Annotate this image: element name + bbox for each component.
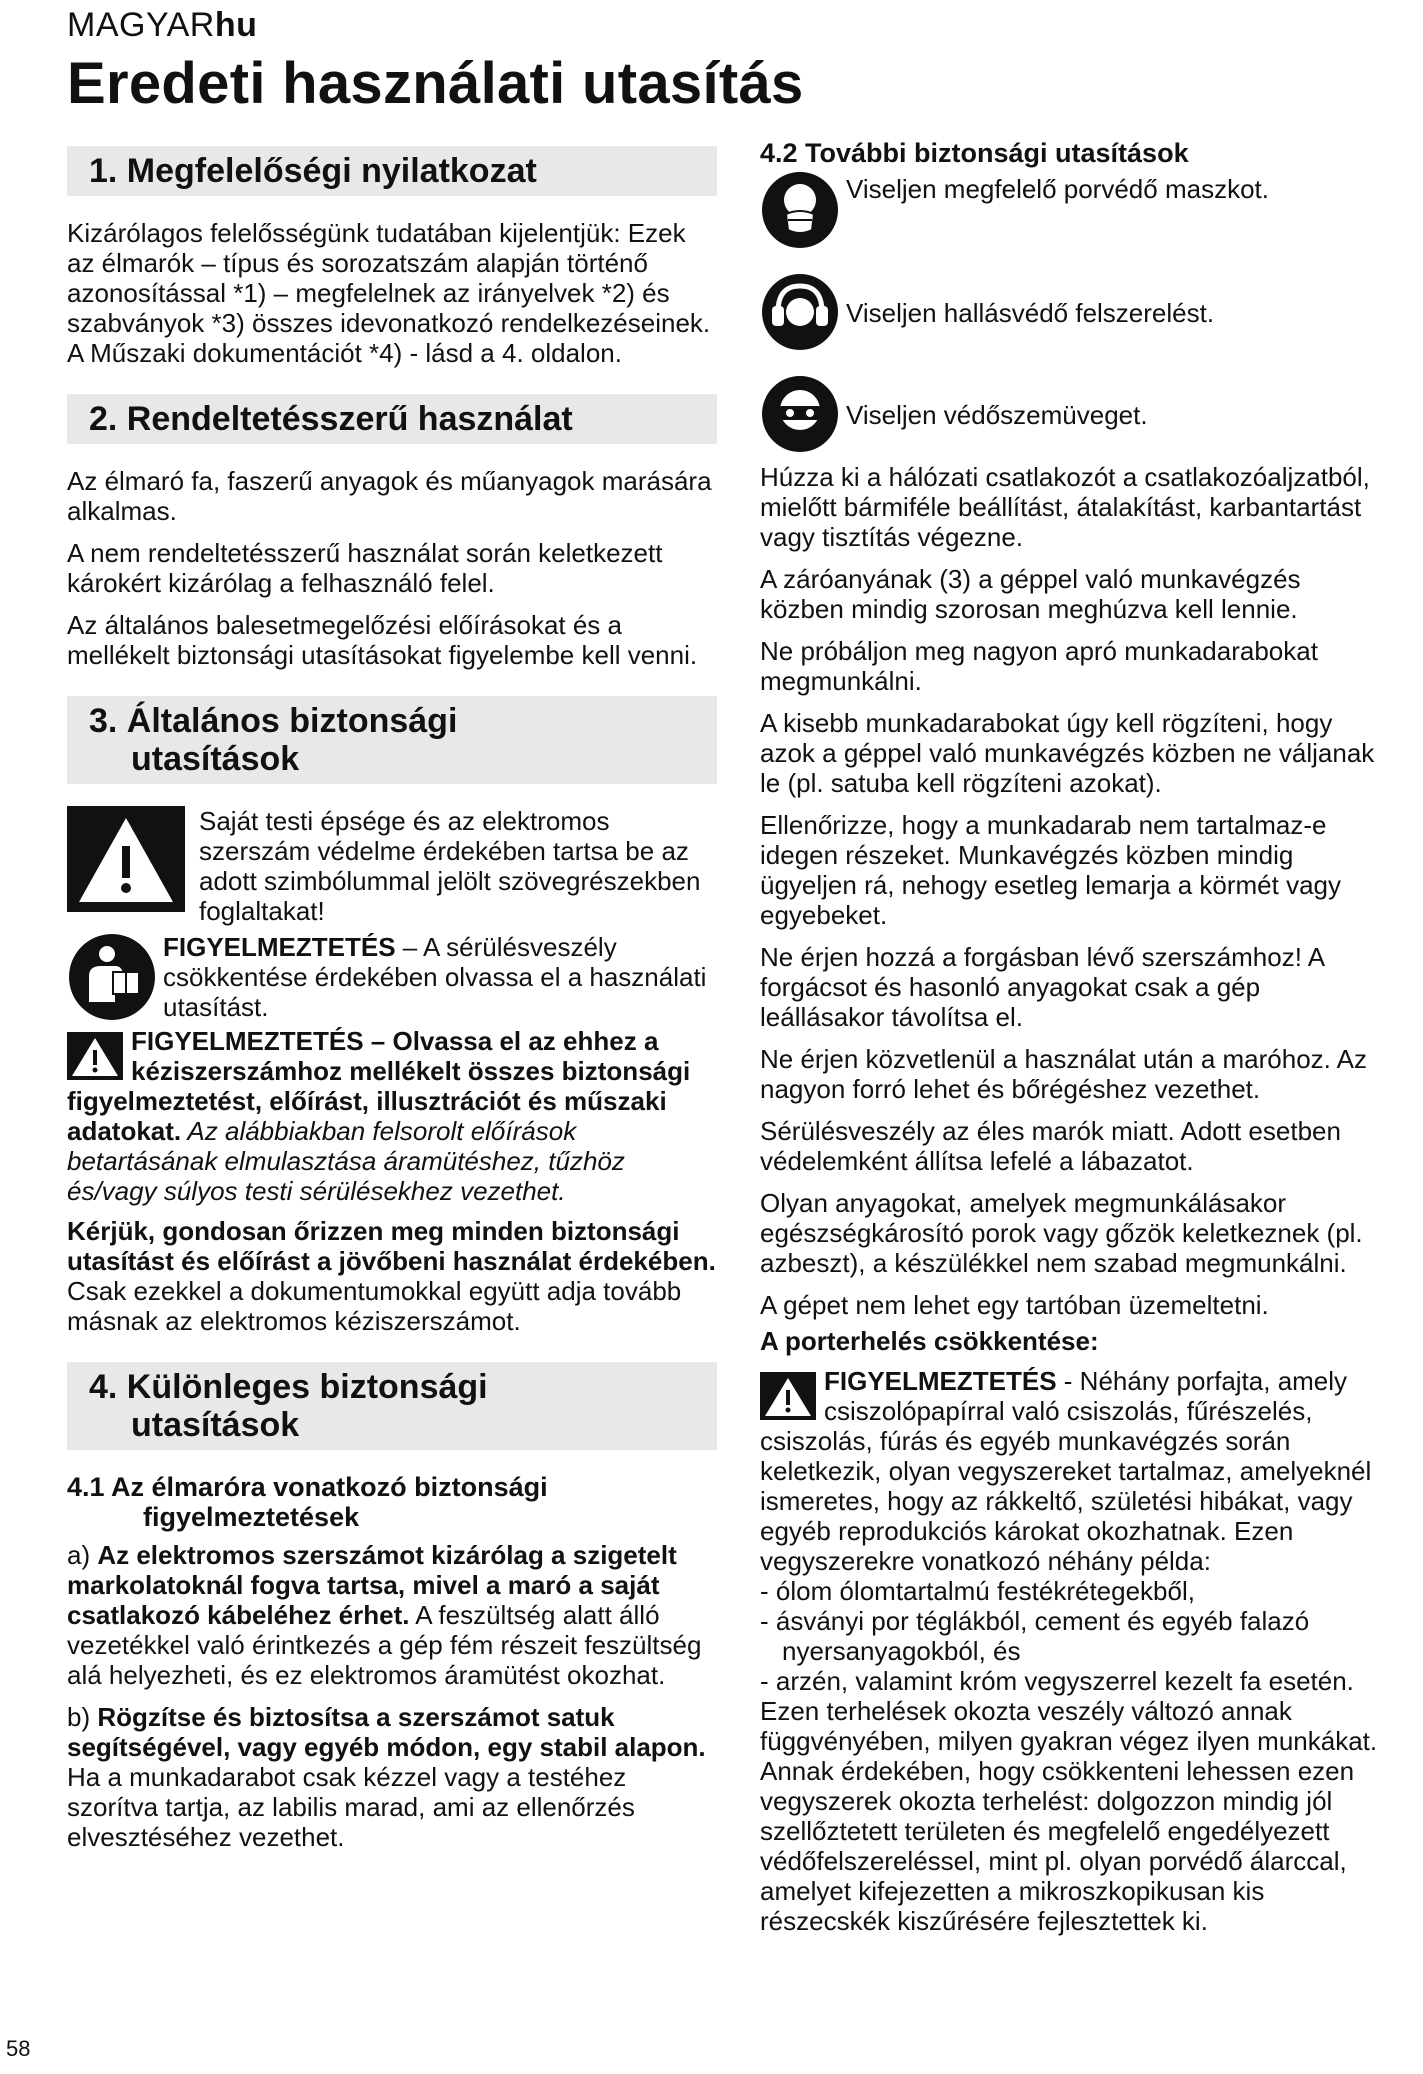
section-2-p3: Az általános balesetmegelőzési előírásokat és a mellékelt biztonsági utasításokat figyelembe kell venni. [67,610,698,670]
p-unplug: Húzza ki a hálózati csatlakozót a csatlakozóaljzatból, mielőtt bármiféle beállítást, átalakítást, karbantartást vagy tisztítás végezne. [760,462,1370,552]
warning-triangle-icon [67,1032,123,1080]
warning-symbol-text: Saját testi épsége és az elektromos szerszám védelme érdekében tartsa be az adott szimbólummal jelölt szövegrészekben foglaltakat! [199,806,701,926]
page-number: 58 [6,2036,31,2061]
section-3-heading: 3. Általános biztonsági utasítások [67,696,717,784]
keep-instructions-text: Csak ezekkel a dokumentumokkal együtt adja tovább másnak az elektromos kéziszerszámot. [67,1276,682,1336]
section-1-heading: 1. Megfelelőségi nyilatkozat [67,146,717,196]
section-2-p2: A nem rendeltetésszerű használat során keletkezett károkért kizárólag a felhasználó felel. [67,538,663,598]
list-item: nyersanyagokból, és [782,1636,1021,1666]
section-2-heading: 2. Rendeltetésszerű használat [67,394,717,444]
keep-instructions-bold: Kérjük, gondosan őrizzen meg minden biztonsági utasítást és előírást a jövőbeni használat érdekében. [67,1216,716,1276]
item-a: a) Az elektromos szerszámot kizárólag a szigetelt markolatoknál fogva tartsa, mivel a maró a saját csatlakozó kábeléhez érhet. A feszültség alatt álló vezetékkel való érintkezés a gép fém részeit feszültség alá helyezheti, és ez elektromos áramütést okozhat. [67,1540,702,1690]
goggles-text: Viseljen védőszemüveget. [846,400,1148,430]
dust-mask-icon [760,170,840,250]
item-b: b) Rögzítse és biztosítsa a szerszámot satuk segítségével, vagy egyéb módon, egy stabil alapon. Ha a munkadarabot csak kézzel vagy a testéhez szorítva tartja, az labilis marad, ami az ellenőrzés elvesztéséhez vezethet. [67,1702,706,1852]
page-title: Eredeti használati utasítás [67,51,804,116]
section-4-2-heading: 4.2 További biztonsági utasítások [760,138,1189,168]
p-lock-nut: A záróanyának (3) a géppel való munkavégzés közben mindig szorosan meghúzva kell lennie. [760,564,1301,624]
dust-mask-text: Viseljen megfelelő porvédő maszkot. [846,174,1269,204]
goggles-row [760,374,1385,454]
section-2-p1: Az élmaró fa, faszerű anyagok és műanyagok marására alkalmas. [67,466,712,526]
p-foreign-parts: Ellenőrizze, hogy a munkadarab nem tartalmaz-e idegen részeket. Munkavégzés közben mindig ügyeljen rá, nehogy esetleg lemarja a körmét vagy egyebeket. [760,810,1341,930]
left-column [67,146,717,1864]
read-manual-block [67,932,717,1022]
p-final: Ezen terhelések okozta veszély változó annak függvényében, milyen gyakran végez ilyen munkákat. Annak érdekében, hogy csökkenteni lehessen ezen vegyszerek okozta terhelést: dolgozzon mindig jól szellőztetett területen és megfelelő engedélyezett védőfelszereléssel, mint pl. olyan porvédő álarccal, amelyet kifejezetten a mikroszkopikusan kis részecskék kiszűrésére fejlesztettek ki. [760,1696,1378,1936]
list-item: - ólom ólomtartalmú festékrétegekből, [760,1576,1195,1606]
section-4-heading: 4. Különleges biztonsági utasítások [67,1362,717,1450]
right-column [760,138,1385,1948]
hearing-row [760,272,1385,352]
p-no-holder: A gépet nem lehet egy tartóban üzemeltetni. [760,1290,1269,1320]
warning-triangle-icon [67,806,185,912]
warning-triangle-icon [760,1372,816,1420]
warning-symbol-block [67,806,717,926]
section-1-text: Kizárólagos felelősségünk tudatában kijelentjük: Ezek az élmarók – típus és sorozatszám alapján történő azonosítással *1) – megfelelnek az irányelvek *2) és szabványok *3) összes idevonatkozó rendelkezéseinek. A Műszaki dokumentációt *4) - lásd a 4. oldalon. [67,218,711,368]
dust-mask-row [760,170,1385,250]
warning-read-all: FIGYELMEZTETÉS – Olvassa el az ehhez a kéziszerszámhoz mellékelt összes biztonsági figyelmeztetést, előírást, illusztrációt és műszaki adatokat. Az alábbiakban felsorolt előírások betartásának elmulasztása áramütéshez, tűzhöz és/vagy súlyos testi sérülésekhez vezethet. [67,1026,691,1206]
p-rotating-tool: Ne érjen hozzá a forgásban lévő szerszámhoz! A forgácsot és hasonló anyagokat csak a gép leállásakor távolítsa el. [760,942,1324,1032]
p-hot-cutter: Ne érjen közvetlenül a használat után a maróhoz. Az nagyon forró lehet és bőrégéshez vezethet. [760,1044,1368,1104]
p-small-workpieces: Ne próbáljon meg nagyon apró munkadarabokat megmunkálni. [760,636,1318,696]
hearing-text: Viseljen hallásvédő felszerelést. [846,298,1215,328]
p-sharp-cutters: Sérülésveszély az éles marók miatt. Adott esetben védelemként állítsa lefelé a lábazatot. [760,1116,1341,1176]
language-label: MAGYARhu [67,6,258,44]
list-item: - ásványi por téglákból, cement és egyéb falazó [760,1606,1310,1636]
list-item: - arzén, valamint króm vegyszerrel kezelt fa esetén. [760,1666,1354,1696]
read-manual-icon [67,932,157,1022]
hearing-protection-icon [760,272,840,352]
p-hazardous-materials: Olyan anyagokat, amelyek megmunkálásakor egészségkárosító porok vagy gőzök keletkeznek (pl. azbeszt), a készülékkel nem szabad megmunkálni. [760,1188,1363,1278]
p-secure-workpieces: A kisebb munkadarabokat úgy kell rögzíteni, hogy azok a géppel való munkavégzés közben ne váljanak le (pl. satuba kell rögzíteni azokat). [760,708,1375,798]
section-4-1-heading: 4.1 Az élmaróra vonatkozó biztonsági figyelmeztetések [67,1472,548,1532]
dust-reduction-heading: A porterhelés csökkentése: [760,1326,1099,1356]
dust-warning: FIGYELMEZTETÉS - Néhány porfajta, amely csiszolópapírral való csiszolás, fűrészelés, csiszolás, fúrás és egyéb munkavégzés során keletkezik, olyan vegyszereket tartalmaz, amelyeknél ismeretes, hogy az rákkeltő, születési hibákat, vagy egyéb reprodukciós károkat okozhatnak. Ezen vegyszerekre vonatkozó néhány példa: [760,1366,1372,1576]
safety-goggles-icon [760,374,840,454]
read-manual-text: FIGYELMEZTETÉS – A sérülésveszély csökkentése érdekében olvassa el a használati utasítást. [163,932,707,1022]
